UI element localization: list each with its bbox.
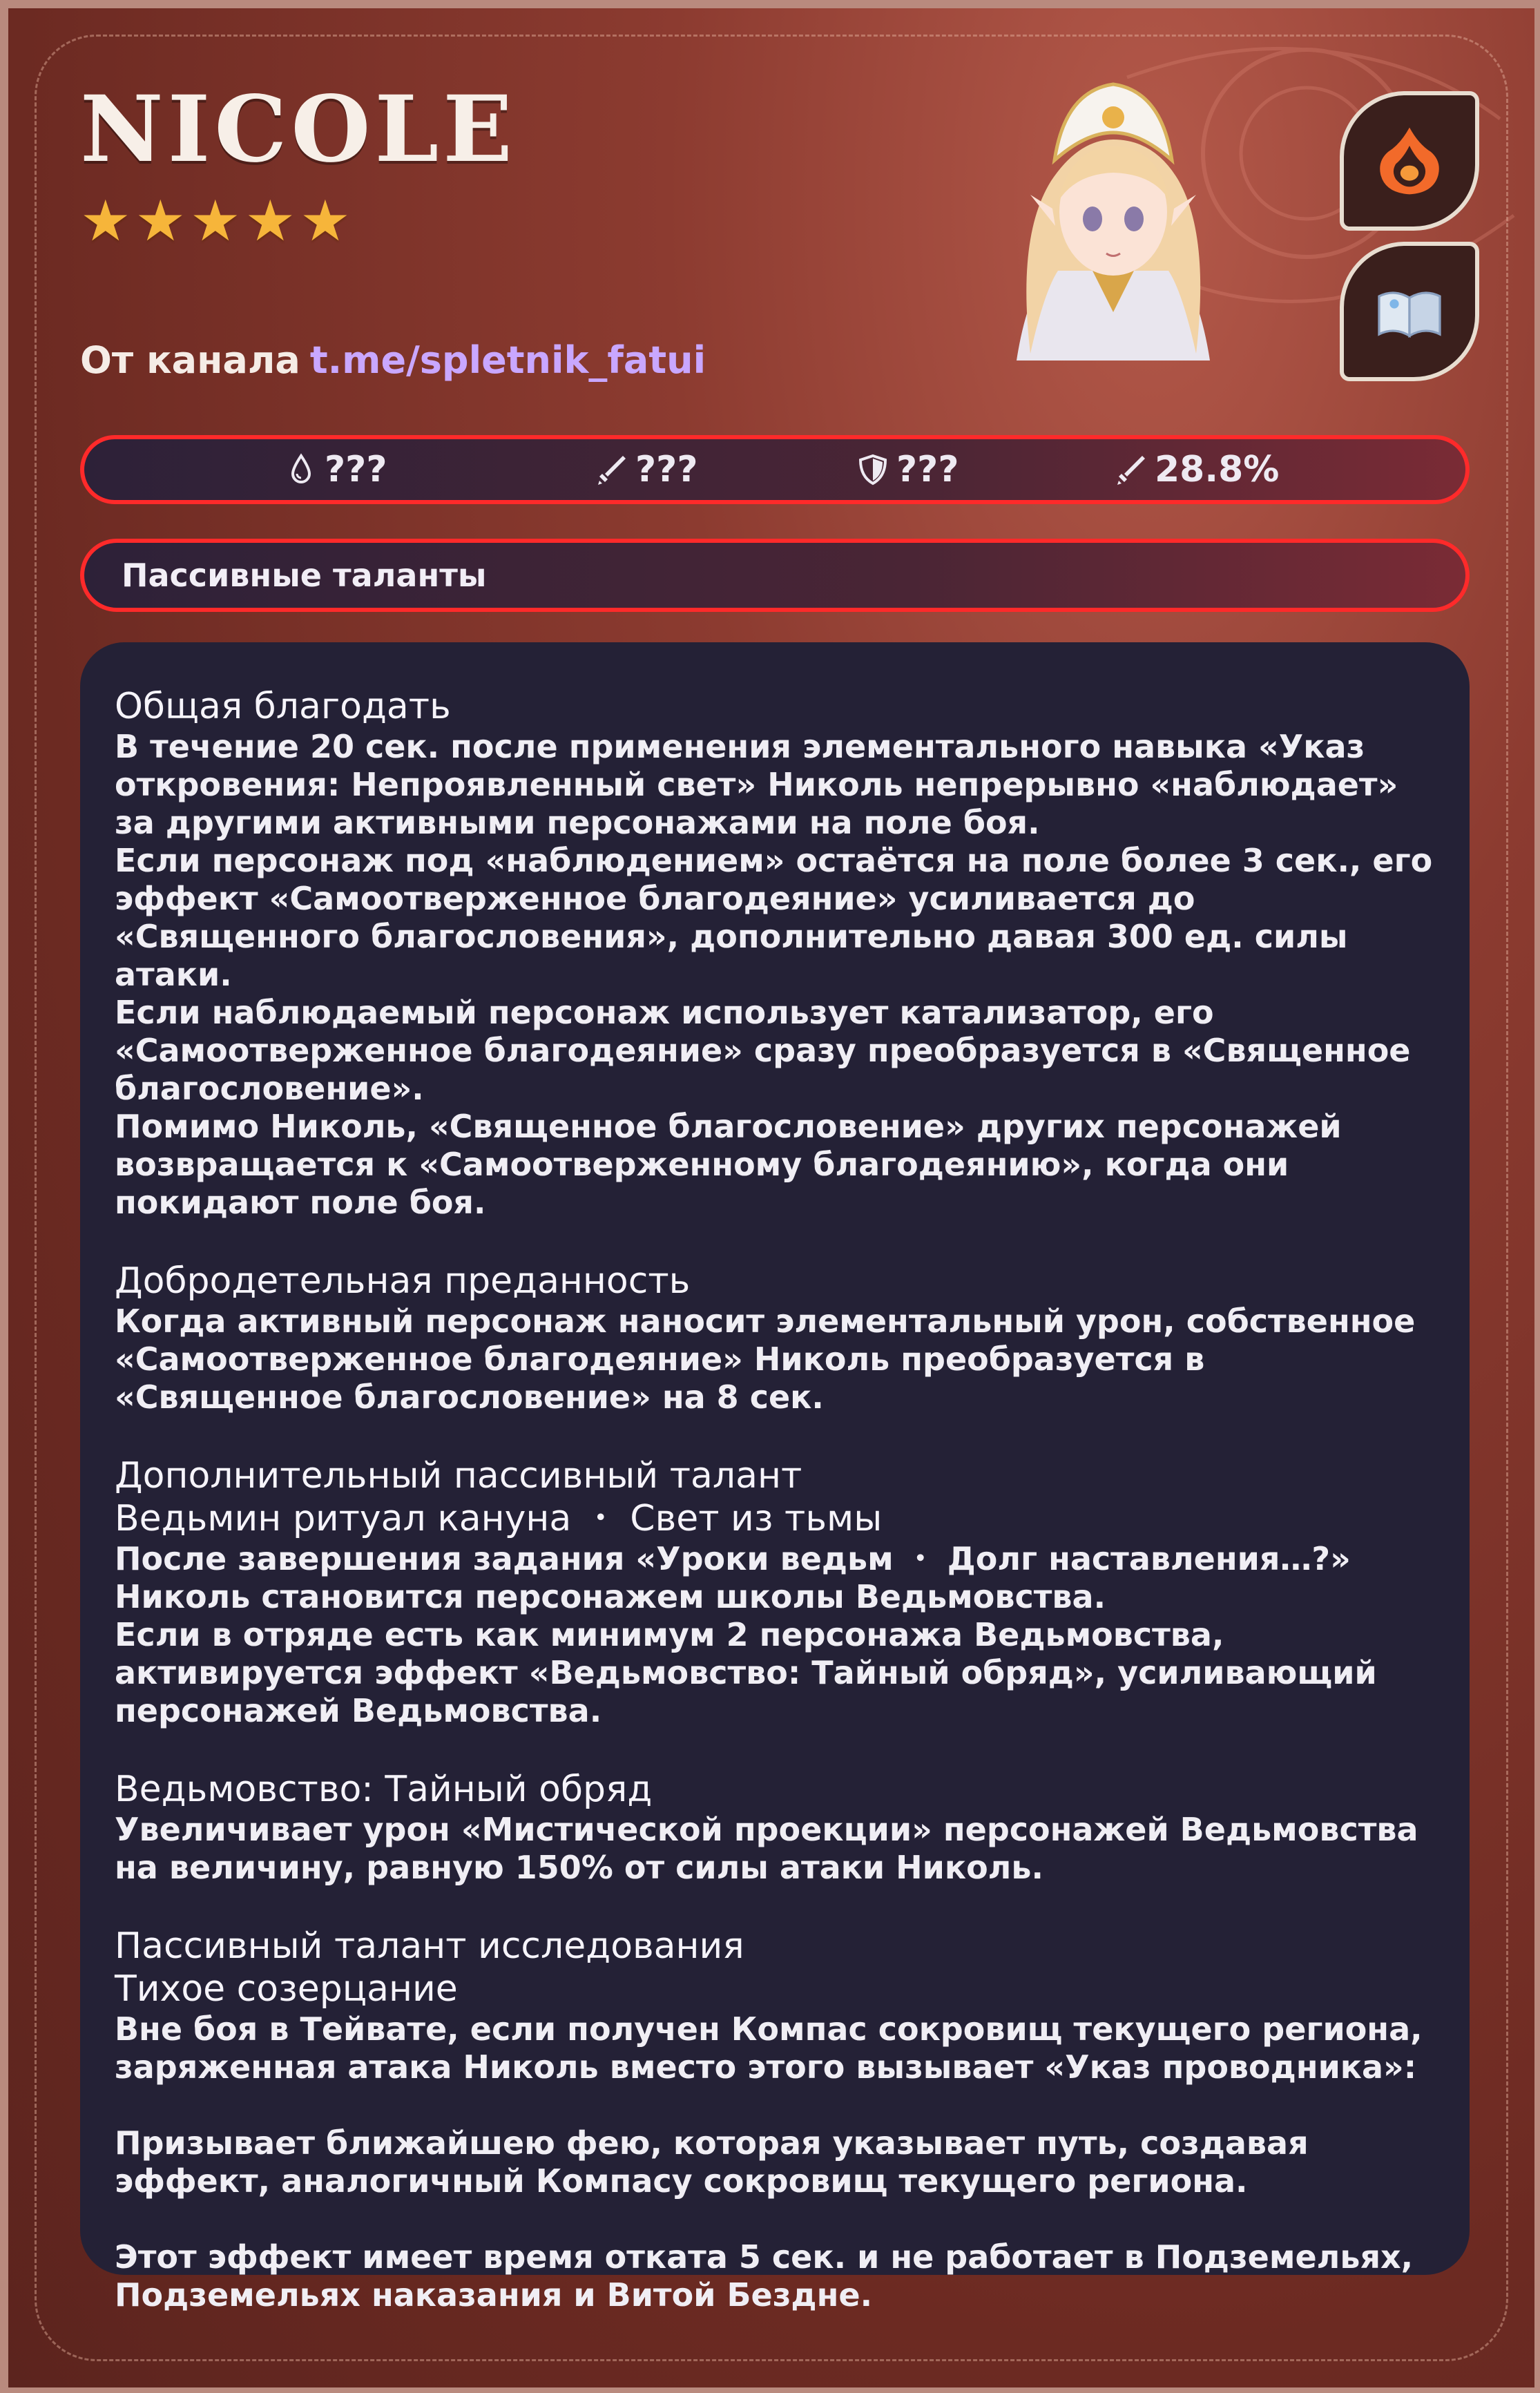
talent-block (115, 1768, 1435, 1887)
source-link[interactable]: t.me/spletnik_fatui (309, 338, 706, 382)
talent-text: Призывает ближайшею фею, которая указывает путь, создавая эффект, аналогичный Компасу сокровищ текущего региона. (115, 2124, 1309, 2200)
talent-text: Если персонаж под «наблюдением» остаётся на поле более 3 сек., его эффект «Самоотверженное благодеяние» усиливается до «Священного благословения», дополнительно давая 300 ед. силы атаки. (115, 842, 1433, 993)
source-prefix: От канала (80, 338, 300, 382)
talent-subheading: Тихое созерцание (115, 1968, 458, 2010)
star-icon: ★ (300, 189, 351, 254)
talent-text: Увеличивает урон «Мистической проекции» персонажей Ведьмовства на величину, равную 150% от силы атаки Николь. (115, 1811, 1418, 1886)
talent-heading: Общая благодать (115, 686, 451, 727)
talent-block (115, 1260, 1435, 1416)
talent-heading: Дополнительный пассивный талант (115, 1455, 802, 1497)
atk-sword-icon (595, 453, 628, 486)
def-shield-icon (856, 453, 889, 486)
talent-block (115, 1925, 1435, 2314)
talent-text: Этот эффект имеет время отката 5 сек. и не работает в Подземельях, Подземельях наказания и Витой Бездне. (115, 2238, 1414, 2314)
character-portrait (989, 64, 1238, 381)
character-card (8, 8, 1534, 2387)
talent-subheading: Ведьмин ритуал кануна ・ Свет из тьмы (115, 1498, 883, 1539)
star-icon: ★ (190, 189, 241, 254)
talent-text: Если в отряде есть как минимум 2 персонажа Ведьмовства, активируется эффект «Ведьмовство: Тайный обряд», усиливающий персонажей Ведьмовства. (115, 1616, 1377, 1729)
talent-text: Когда активный персонаж наносит элементальный урон, собственное «Самоотверженное благодеяние» Николь преобразуется в «Священное благословение» на 8 сек. (115, 1303, 1416, 1416)
character-name: NICOLE (80, 76, 517, 183)
talent-block (115, 685, 1435, 1222)
stat-def-value: ??? (896, 449, 959, 490)
talent-block (115, 1454, 1435, 1730)
crit-sword-icon (1115, 453, 1148, 486)
source-line (80, 338, 706, 382)
talent-text: В течение 20 сек. после применения элементального навыка «Указ откровения: Непроявленный свет» Николь непрерывно «наблюдает» за другими активными персонажами на поле боя. (115, 728, 1398, 841)
talent-heading: Пассивный талант исследования (115, 1925, 744, 1967)
hp-drop-icon (285, 453, 318, 486)
catalyst-book-icon (1371, 273, 1447, 349)
rarity-stars (80, 189, 351, 254)
talents-panel (80, 642, 1470, 2314)
star-icon: ★ (135, 189, 186, 254)
star-icon: ★ (80, 189, 131, 254)
talent-heading: Добродетельная преданность (115, 1260, 691, 1302)
talent-text: Помимо Николь, «Священное благословение» других персонажей возвращается к «Самоотверженному благодеянию», когда они покидают поле боя. (115, 1108, 1342, 1221)
stat-bonus-value: 28.8% (1155, 449, 1280, 490)
stat-bonus (1115, 439, 1279, 500)
stats-bar (80, 435, 1470, 504)
section-header[interactable]: Пассивные таланты (80, 539, 1470, 612)
talent-text: Если наблюдаемый персонаж использует катализатор, его «Самоотверженное благодеяние» сразу преобразуется в «Священное благословение». (115, 994, 1411, 1107)
pyro-element-icon (1371, 123, 1447, 199)
stat-hp (285, 439, 387, 500)
stat-def (856, 439, 959, 500)
element-badge[interactable] (1340, 91, 1479, 231)
talent-text: Вне боя в Тейвате, если получен Компас сокровищ текущего региона, заряженная атака Николь вместо этого вызывает «Указ проводника»: (115, 2010, 1423, 2086)
weapon-type-badge[interactable] (1340, 242, 1479, 381)
stat-atk-value: ??? (635, 449, 698, 490)
talent-text: После завершения задания «Уроки ведьм ・ Долг наставления…?» Николь становится персонажем школы Ведьмовства. (115, 1540, 1351, 1615)
talent-heading: Ведьмовство: Тайный обряд (115, 1769, 653, 1810)
stat-hp-value: ??? (325, 449, 387, 490)
stat-atk (595, 439, 698, 500)
star-icon: ★ (244, 189, 296, 254)
